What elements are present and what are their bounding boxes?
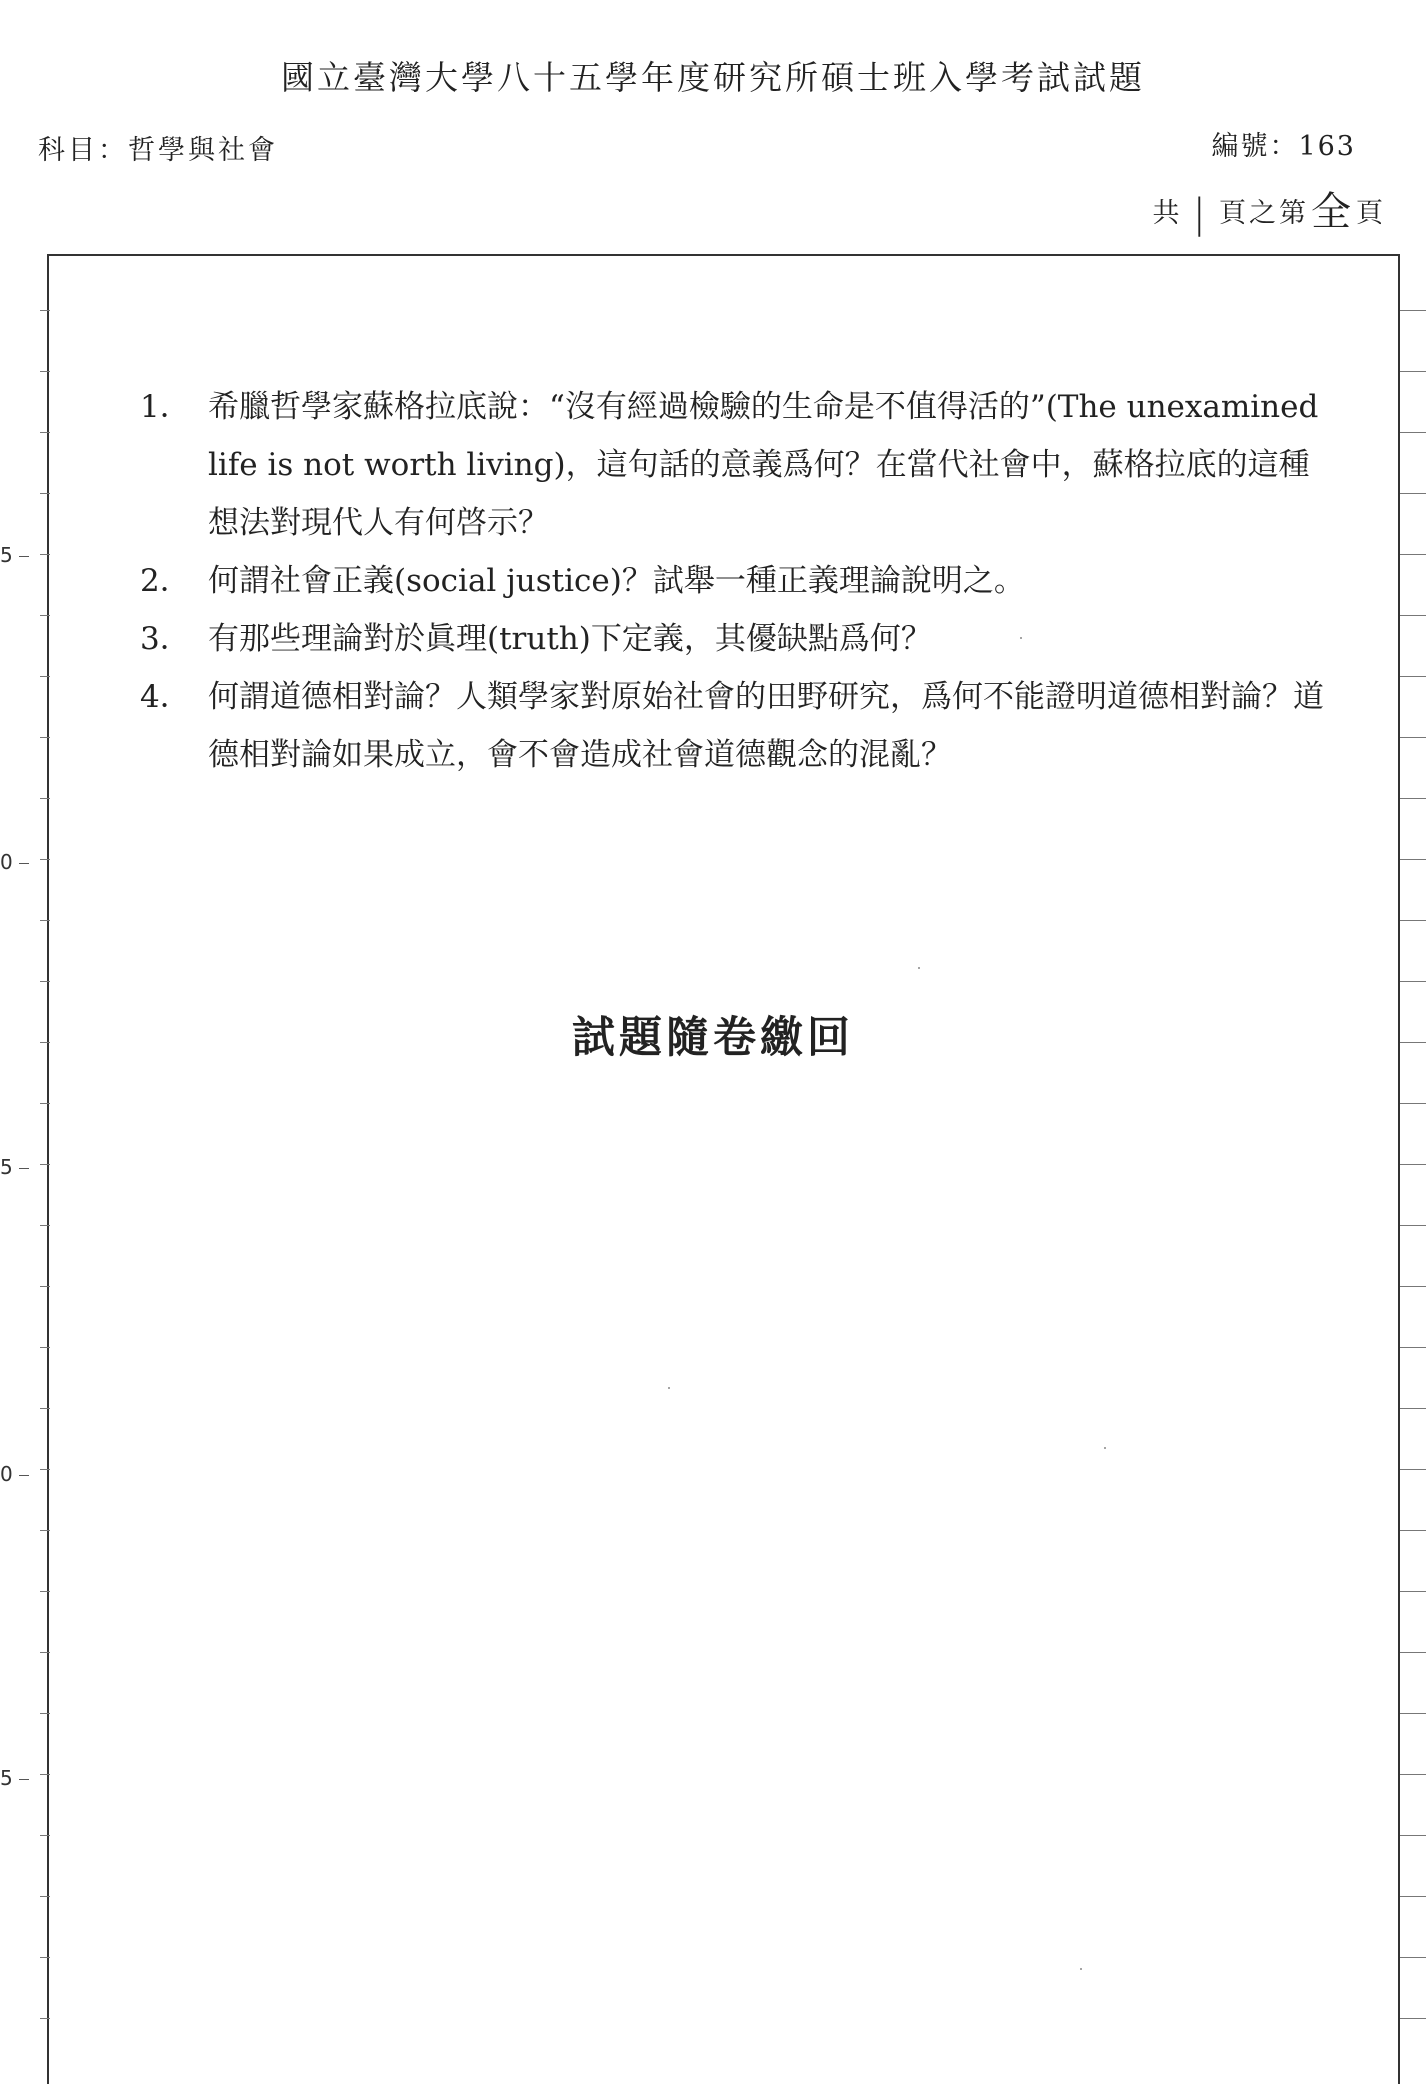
margin-number: 5 <box>0 543 29 567</box>
right-margin-tick <box>1400 1835 1426 1836</box>
right-margin-tick <box>1400 1103 1426 1104</box>
scan-speck <box>1104 1447 1106 1449</box>
left-margin-tick <box>40 798 50 799</box>
right-margin-tick <box>1400 1286 1426 1287</box>
question-text: 希臘哲學家蘇格拉底說：“沒有經過檢驗的生命是不值得活的”(The unexamined life is not worth living)，這句話的意義爲何？在當代社會中，蘇格拉底的這種想法對現代人有何啓示？ <box>208 389 1319 541</box>
right-margin-tick <box>1400 1896 1426 1897</box>
left-margin-tick <box>40 1835 50 1836</box>
right-margin-tick <box>1400 920 1426 921</box>
left-margin-tick <box>40 1408 50 1409</box>
left-margin-tick <box>40 1286 50 1287</box>
left-margin-tick <box>40 1103 50 1104</box>
margin-number: 0 <box>0 1462 29 1486</box>
scan-speck <box>1080 1968 1082 1970</box>
left-margin-tick <box>40 371 50 372</box>
question-4 <box>140 668 1340 784</box>
right-margin-tick <box>1400 1530 1426 1531</box>
right-margin-tick <box>1400 1591 1426 1592</box>
margin-number: 5 <box>0 1766 29 1790</box>
right-margin-tick <box>1400 1469 1426 1470</box>
page-prefix: 共 <box>1152 198 1183 229</box>
page-total: | <box>1192 191 1209 237</box>
left-margin-tick <box>40 1347 50 1348</box>
left-margin-tick <box>40 981 50 982</box>
exam-code: 編號：163 <box>1211 131 1356 162</box>
left-margin-tick <box>40 2018 50 2019</box>
right-margin-tick <box>1400 432 1426 433</box>
left-margin-tick <box>40 1652 50 1653</box>
right-margin-tick <box>1400 1347 1426 1348</box>
page-current: 全 <box>1311 189 1354 235</box>
question-number: 1． <box>140 389 191 425</box>
right-margin-tick <box>1400 493 1426 494</box>
right-margin-tick <box>1400 1713 1426 1714</box>
right-margin-tick <box>1400 1042 1426 1043</box>
question-3 <box>140 610 1340 668</box>
margin-number: 5 <box>0 1155 29 1179</box>
right-margin-tick <box>1400 981 1426 982</box>
question-number: 2． <box>140 563 191 599</box>
question-text: 何謂道德相對論？人類學家對原始社會的田野研究，爲何不能證明道德相對論？道德相對論如果成立，會不會造成社會道德觀念的混亂？ <box>208 679 1324 773</box>
right-margin-tick <box>1400 1164 1426 1165</box>
right-margin-tick <box>1400 1652 1426 1653</box>
left-margin-tick <box>40 1164 50 1165</box>
exam-title: 國立臺灣大學八十五學年度研究所碩士班入學考試試題 <box>281 58 1145 97</box>
scan-speck <box>668 1387 670 1389</box>
question-2 <box>140 552 1340 610</box>
left-margin-tick <box>40 615 50 616</box>
right-margin-tick <box>1400 1408 1426 1409</box>
right-margin-tick <box>1400 1774 1426 1775</box>
left-margin-tick <box>40 1896 50 1897</box>
return-notice: 試題隨卷繳回 <box>572 1013 854 1063</box>
left-margin-tick <box>40 1225 50 1226</box>
right-margin-tick <box>1400 1957 1426 1958</box>
question-list <box>140 378 1340 784</box>
scan-speck <box>1020 637 1022 639</box>
question-text: 有那些理論對於眞理(truth)下定義，其優缺點爲何？ <box>208 621 932 657</box>
right-margin-tick <box>1400 676 1426 677</box>
question-1 <box>140 378 1340 552</box>
right-margin-tick <box>1400 371 1426 372</box>
right-margin-tick <box>1400 798 1426 799</box>
right-margin-tick <box>1400 310 1426 311</box>
margin-number: 0 <box>0 850 29 874</box>
scan-speck <box>918 967 920 969</box>
question-number: 4． <box>140 679 191 715</box>
left-margin-tick <box>40 920 50 921</box>
left-margin-tick <box>40 1530 50 1531</box>
right-margin-tick <box>1400 1225 1426 1226</box>
left-margin-tick <box>40 432 50 433</box>
left-margin-tick <box>40 737 50 738</box>
left-margin-tick <box>40 1042 50 1043</box>
left-margin-tick <box>40 1591 50 1592</box>
page-suffix: 頁 <box>1356 198 1386 229</box>
question-number: 3． <box>140 621 191 657</box>
left-margin-tick <box>40 1957 50 1958</box>
left-margin-tick <box>40 1774 50 1775</box>
page-middle: 頁之第 <box>1219 198 1309 229</box>
left-margin-tick <box>40 859 50 860</box>
left-margin-tick <box>40 1469 50 1470</box>
right-margin-tick <box>1400 2018 1426 2019</box>
left-margin-tick <box>40 310 50 311</box>
left-margin-tick <box>40 1713 50 1714</box>
left-margin-tick <box>40 554 50 555</box>
question-text: 何謂社會正義(social justice)？試舉一種正義理論說明之。 <box>208 563 1025 599</box>
right-margin-tick <box>1400 859 1426 860</box>
page-count <box>1152 189 1386 237</box>
right-margin-tick <box>1400 737 1426 738</box>
right-margin-tick <box>1400 554 1426 555</box>
right-margin-tick <box>1400 615 1426 616</box>
left-margin-tick <box>40 676 50 677</box>
subject-label: 科目：哲學與社會 <box>38 135 278 166</box>
left-margin-tick <box>40 493 50 494</box>
